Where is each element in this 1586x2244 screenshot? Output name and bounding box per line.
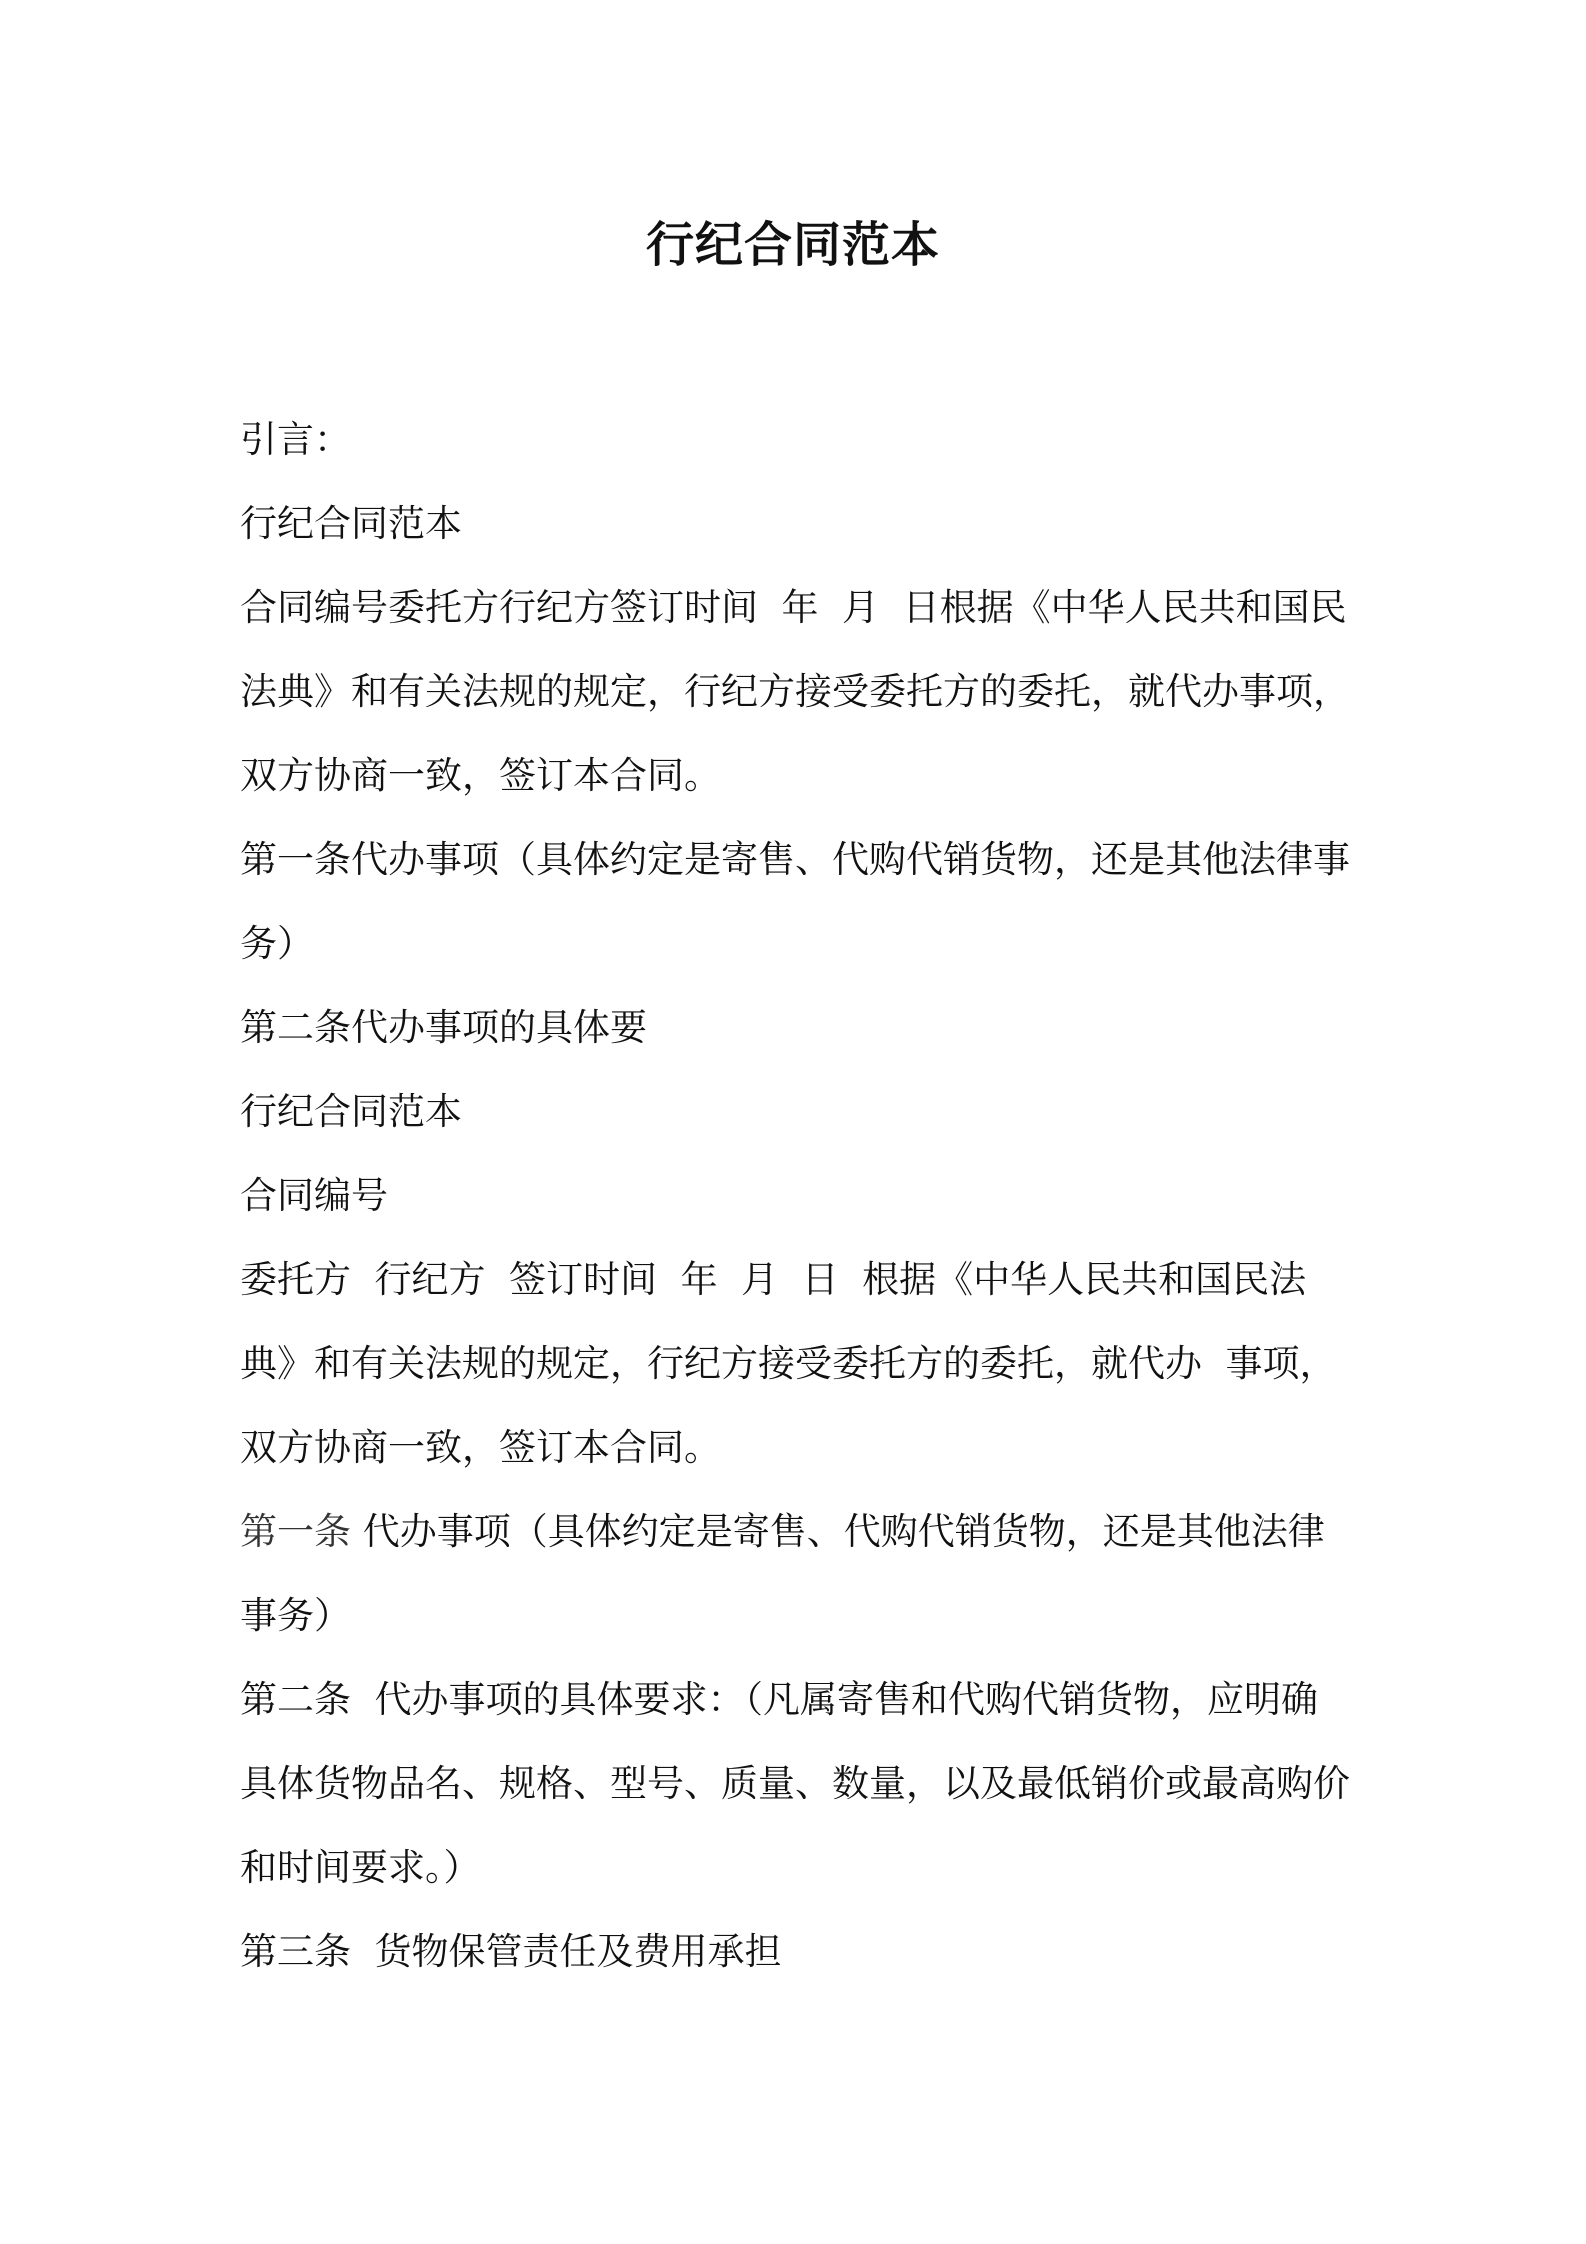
article-1	[240, 1490, 1350, 1658]
document-body	[240, 398, 1350, 1994]
article-1-prefix: 第一条	[240, 1510, 351, 1553]
intro-label: 引言：	[240, 418, 351, 461]
article-2-short: 第二条代办事项的具体要	[240, 1006, 647, 1049]
article-1-short: 第一条代办事项（具体约定是寄售、代购代销货物，还是其他法律事务）	[240, 838, 1350, 965]
document-title: 行纪合同范本	[645, 217, 940, 273]
contract-heading-repeat: 行纪合同范本	[240, 1090, 462, 1133]
contract-preamble: 合同编号委托方行纪方签订时间 年 月 日根据《中华人民共和国民法典》和有关法规的规定，行纪方接受委托方的委托，就代办事项，双方协商一致，签订本合同。	[240, 586, 1350, 797]
article-2: 第二条 代办事项的具体要求：（凡属寄售和代购代销货物，应明确具体货物品名、规格、型号、质量、数量，以及最低销价或最高购价和时间要求。）	[240, 1678, 1350, 1889]
contract-preamble-full: 委托方 行纪方 签订时间 年 月 日 根据《中华人民共和国民法典》和有关法规的规定，行纪方接受委托方的委托，就代办 事项，双方协商一致，签订本合同。	[240, 1258, 1337, 1469]
article-3: 第三条 货物保管责任及费用承担	[240, 1930, 782, 1973]
article-1-text: 代办事项（具体约定是寄售、代购代销货物，还是其他法律事务）	[240, 1510, 1325, 1637]
contract-number-label: 合同编号	[240, 1174, 388, 1217]
contract-heading: 行纪合同范本	[240, 502, 462, 545]
